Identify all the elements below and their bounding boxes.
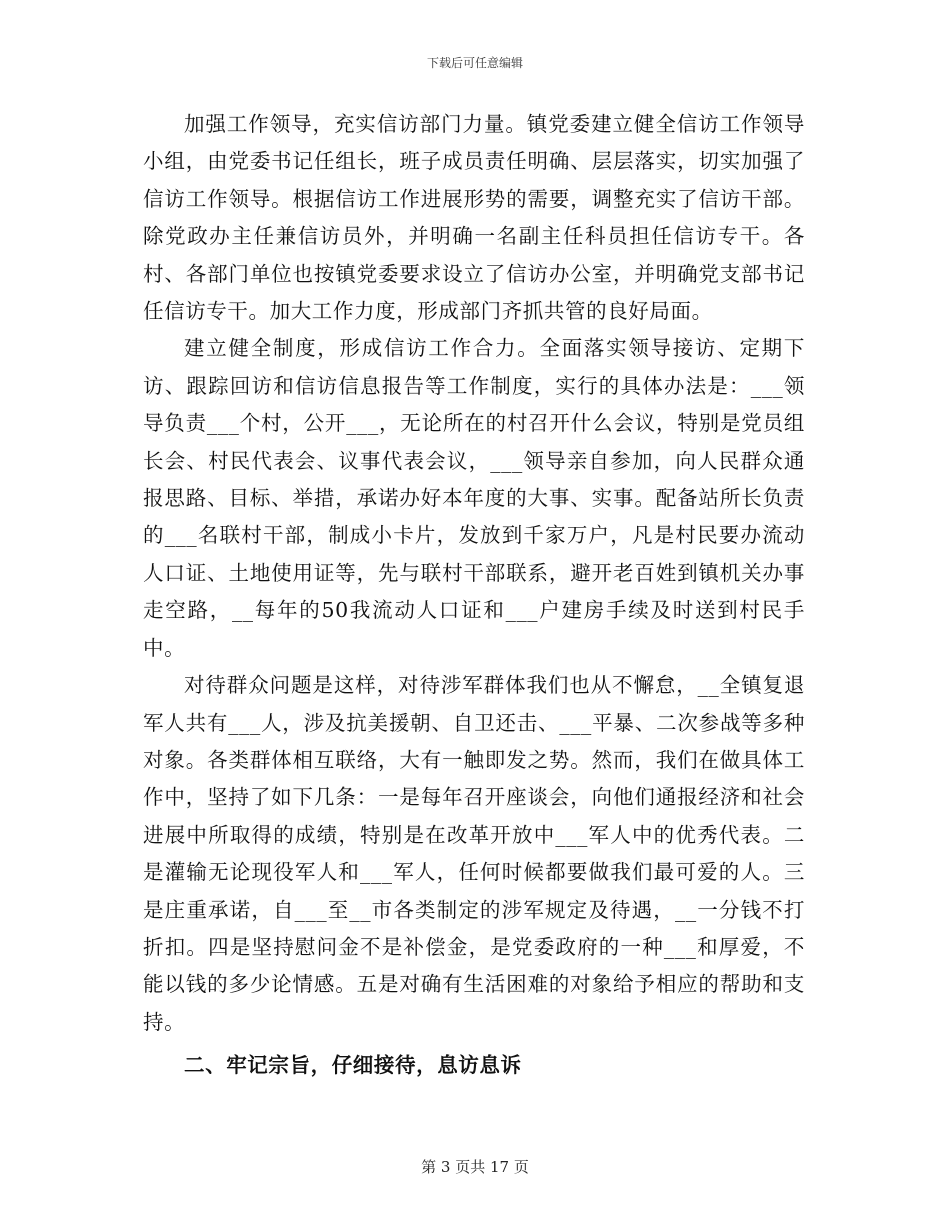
paragraph-leadership: 加强工作领导，充实信访部门力量。镇党委建立健全信访工作领导小组，由党委书记任组长，班子成员责任明确、层层落实，切实加强了信访工作领导。根据信访工作进展形势的需要，调整充实了信访干部。除党政办主任兼信访员外，并明确一名副主任科员担任信访专干。各村、各部门单位也按镇党委要求设立了信访办公室，并明确党支部书记任信访专干。加大工作力度，形成部门齐抓共管的良好局面。 [143, 112, 805, 324]
document-body [143, 106, 805, 1085]
paragraph-system: 建立健全制度，形成信访工作合力。全面落实领导接访、定期下访、跟踪回访和信访信息报告等工作制度，实行的具体办法是：___领导负责___个村，公开___，无论所在的村召开什么会议，特别是党员组长会、村民代表会、议事代表会议，___领导亲自参加，向人民群众通报思路、目标、举措，承诺办好本年度的大事、实事。配备站所长负责的___名联村干部，制成小卡片，发放到千家万户，凡是村民要办流动人口证、土地使用证等，先与联村干部联系，避开老百姓到镇机关办事走空路，__每年的50我流动人口证和___户建房手续及时送到村民手中。 [143, 336, 805, 660]
section-heading: 二、牢记宗旨，仔细接待，息访息诉 [184, 1053, 522, 1078]
page-number: 第 3 页共 17 页 [421, 1158, 529, 1176]
page-header-note: 下载后可任意编辑 [426, 56, 523, 70]
paragraph-veterans: 对待群众问题是这样，对待涉军群体我们也从不懈怠，__全镇复退军人共有___人，涉及抗美援朝、自卫还击、___平暴、二次参战等多种对象。各类群体相互联络，大有一触即发之势。然而，我们在做具体工作中，坚持了如下几条：一是每年召开座谈会，向他们通报经济和社会进展中所取得的成绩，特别是在改革开放中___军人中的优秀代表。二是灌输无论现役军人和___军人，任何时候都要做我们最可爱的人。三是庄重承诺，自___至__市各类制定的涉军规定及待遇，__一分钱不打折扣。四是坚持慰问金不是补偿金，是党委政府的一种___和厚爱，不能以钱的多少论情感。五是对确有生活困难的对象给予相应的帮助和支持。 [143, 673, 805, 1034]
